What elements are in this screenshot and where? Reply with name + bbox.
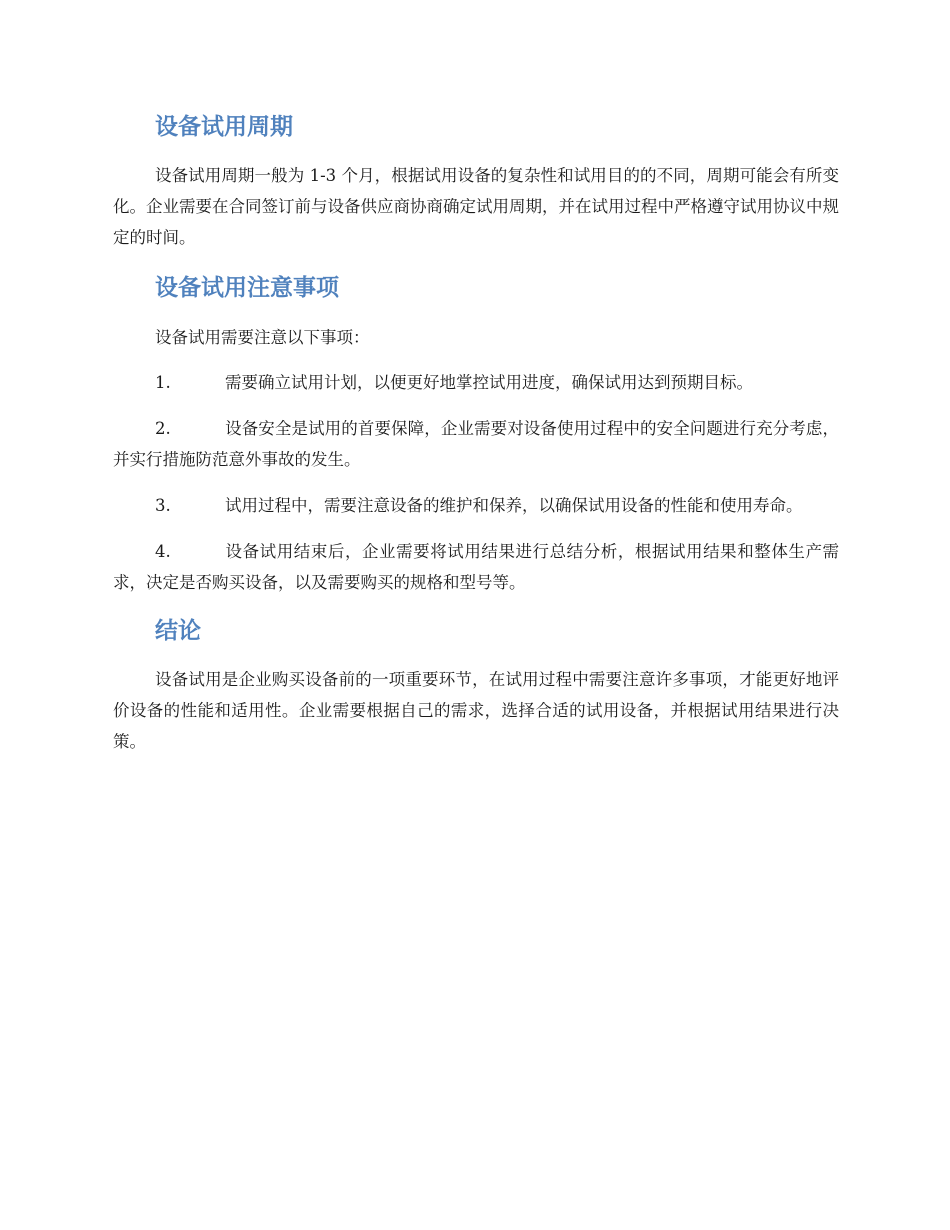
document-page — [113, 108, 839, 757]
list-item — [113, 367, 839, 398]
list-item-text: 设备安全是试用的首要保障，企业需要对设备使用过程中的安全问题进行充分考虑，并实行措施防范意外事故的发生。 — [113, 419, 839, 469]
section-heading-conclusion: 结论 — [155, 618, 201, 644]
list-item — [113, 413, 839, 475]
paragraph-precautions-intro: 设备试用需要注意以下事项： — [155, 328, 370, 347]
section-heading-trial-period: 设备试用周期 — [155, 114, 293, 140]
list-item-text: 需要确立试用计划，以便更好地掌控试用进度，确保试用达到预期目标。 — [225, 373, 753, 392]
list-item-number: 1. — [155, 373, 171, 392]
list-item — [113, 490, 839, 521]
list-item — [113, 536, 839, 598]
paragraph-trial-period: 设备试用周期一般为 1-3 个月，根据试用设备的复杂性和试用目的的不同，周期可能会有所变化。企业需要在合同签订前与设备供应商协商确定试用周期，并在试用过程中严格遵守试用协议中规定的时间。 — [113, 166, 839, 247]
list-item-number: 4. — [155, 542, 171, 561]
list-item-text: 设备试用结束后，企业需要将试用结果进行总结分析，根据试用结果和整体生产需求，决定是否购买设备，以及需要购买的规格和型号等。 — [113, 542, 839, 592]
list-item-number: 3. — [155, 496, 171, 515]
section-heading-precautions: 设备试用注意事项 — [155, 275, 339, 301]
list-item-text: 试用过程中，需要注意设备的维护和保养，以确保试用设备的性能和使用寿命。 — [225, 496, 803, 515]
list-item-number: 2. — [155, 419, 171, 438]
paragraph-conclusion: 设备试用是企业购买设备前的一项重要环节，在试用过程中需要注意许多事项，才能更好地评价设备的性能和适用性。企业需要根据自己的需求，选择合适的试用设备，并根据试用结果进行决策。 — [113, 670, 839, 751]
